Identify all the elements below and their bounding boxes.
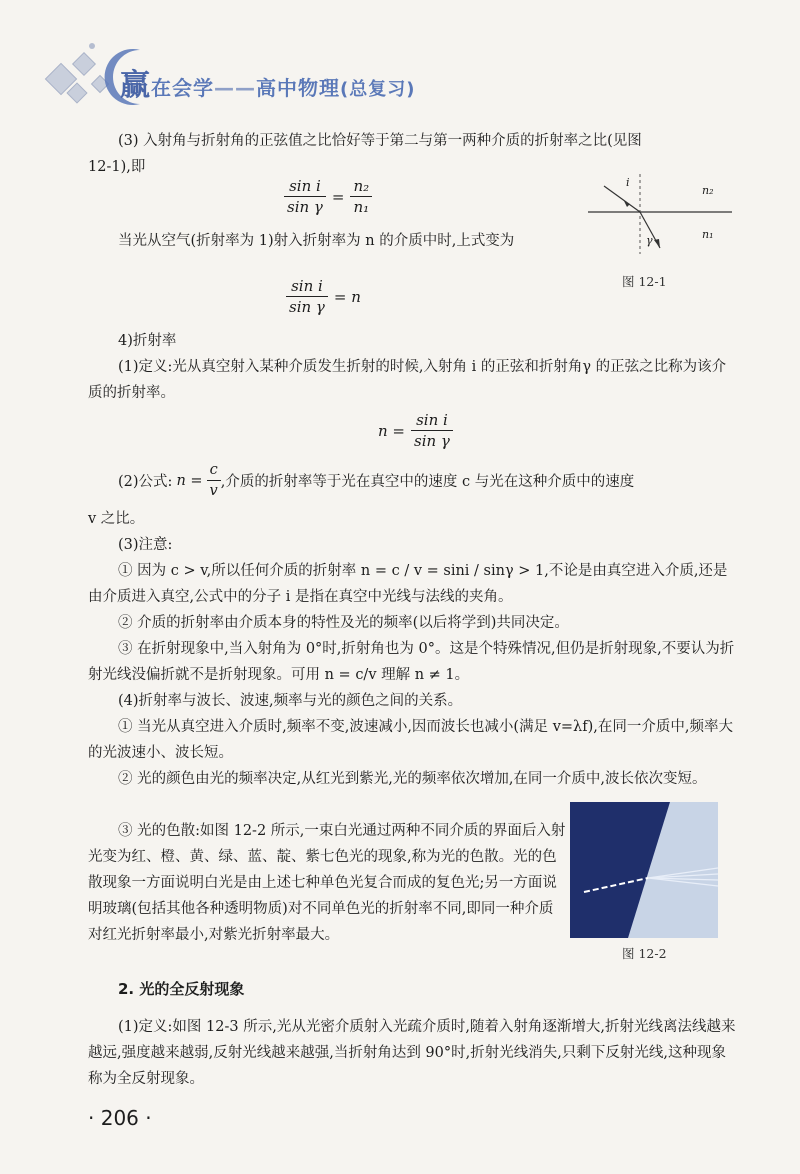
figure-12-1 [580,172,740,262]
eq1-num: sin i [284,176,326,197]
header-dash: —— [214,76,256,100]
eq3-den: sin γ [414,432,450,450]
brand-rest: 在会学 [151,76,214,100]
sec3-line1: (3) 入射角与折射角的正弦值之比恰好等于第二与第一两种介质的折射率之比(见图 [118,133,642,149]
total-reflection-definition: (1)定义:如图 12-3 所示,光从光密介质射入光疏介质时,随着入射角逐渐增大,折射光线离法线越来越远,强度越来越弱,反射光线越来越强,当折射角达到 90°时,折射光线消失,只剩下反射光线,这种现象称为全反射现象。 [88,1019,736,1087]
figure-12-2 [570,802,718,938]
relation-title: (4)折射率与波长、波速,频率与光的颜色之间的关系。 [118,693,463,709]
eq1-rden: n₁ [353,198,370,216]
relation-1: ① 当光从真空进入介质时,频率不变,波速减小,因而波长也减小(满足 v=λf),在同一介质中,频率大的光波速小、波长短。 [88,719,733,761]
brand-char: 赢 [120,68,151,103]
page-number: · 206 · [88,1106,152,1130]
formula-line [118,460,740,501]
eq2-rhs: = n [333,287,361,306]
note-3: ③ 在折射现象中,当入射角为 0°时,折射角也为 0°。这是个特殊情况,但仍是折射现象,不要认为折射光线没偏折就不是折射现象。可用 n = c/v 理解 n ≠ 1。 [88,641,735,683]
air-text: 当光从空气(折射率为 1)射入折射率为 n 的介质中时,上式变为 [118,233,515,249]
note-2: ② 介质的折射率由介质本身的特性及光的频率(以后将学到)共同决定。 [118,615,569,631]
relation-2: ② 光的颜色由光的频率决定,从红光到紫光,光的频率依次增加,在同一介质中,波长依次变短。 [118,771,707,787]
relation-3: ③ 光的色散:如图 12-2 所示,一束白光通过两种不同介质的界面后入射光变为红、橙、黄、绿、蓝、靛、紫七色光的现象,称为光的色散。光的色散现象一方面说明白光是由上述七种单色光复合而成的复色光;另一方面说明玻璃(包括其他各种透明物质)对不同单色光的折射率不同,即同一种介质对红光折射率最小,对紫光折射率最大。 [88,823,566,943]
fig1-label-n1: n₁ [702,228,714,241]
fig1-label-n2: n₂ [702,184,714,197]
eq2-fraction [286,276,328,317]
eq1-rnum: n₂ [350,176,372,197]
eq3-num: sin i [411,410,453,431]
eq2-den: sin γ [289,298,325,316]
formula-text: ,介质的折射率等于光在真空中的速度 c 与光在这种介质中的速度 [220,474,635,490]
formula-lhs: n = [176,472,203,489]
figure-12-1-caption: 图 12-1 [622,274,667,289]
formula-text2: v 之比。 [88,511,145,527]
formula-fraction [207,460,221,501]
header-paren: (总复习) [340,79,416,100]
equation-air [286,276,361,317]
equation-index [378,410,453,451]
fig1-label-i: i [626,176,630,189]
eq3-lhs: n = [378,421,405,440]
fig1-label-gamma: γ [646,234,653,247]
sec3-line2: 12-1),即 [88,159,146,175]
header-title [120,60,415,104]
note-1: ① 因为 c > v,所以任何介质的折射率 n = c / v = sini / sinγ > 1,不论是由真空进入介质,还是由介质进入真空,公式中的分子 i 是指在真空中光线与法线的夹角。 [88,563,728,605]
formula-den: v [209,483,218,499]
note-title: (3)注意: [118,537,173,553]
equation-snell [284,176,372,217]
definition-text: (1)定义:光从真空射入某种介质发生折射的时候,入射角 i 的正弦和折射角γ 的正弦之比称为该介质的折射率。 [88,359,727,401]
eq1-equals: = [331,187,345,206]
eq1-fraction [284,176,326,217]
formula-prefix: (2)公式: [118,474,173,490]
section-2-title: 2. 光的全反射现象 [118,980,245,998]
formula-num: c [207,460,221,481]
header-book: 高中物理 [256,76,340,100]
eq1-ratio [350,176,372,217]
section-4-title: 4)折射率 [118,333,177,349]
eq2-num: sin i [286,276,328,297]
eq3-fraction [411,410,453,451]
figure-12-2-caption: 图 12-2 [622,946,667,961]
eq1-den: sin γ [287,198,323,216]
